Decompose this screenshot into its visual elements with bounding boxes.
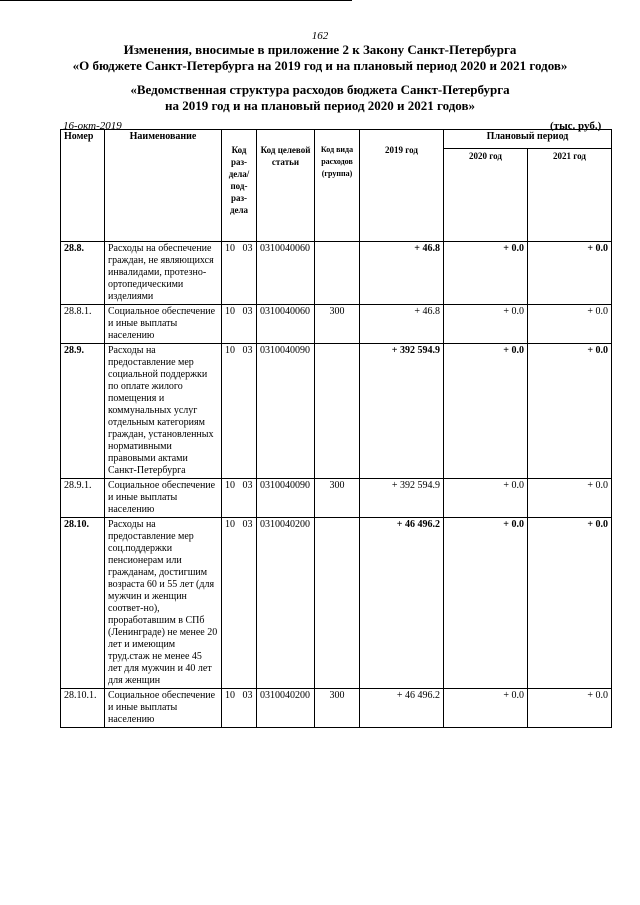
row-expense-type: 300 bbox=[315, 479, 360, 518]
header-section-code: Код раз-дела/ под-раз-дела bbox=[222, 130, 257, 242]
row-amount-2021: + 0.0 bbox=[528, 518, 612, 689]
row-amount-2019: + 392 594.9 bbox=[360, 479, 444, 518]
subsection-code: 03 bbox=[242, 690, 253, 701]
subtitle-line-2: на 2019 год и на плановый период 2020 и 2021 годов» bbox=[164, 98, 475, 113]
subsection-code: 03 bbox=[242, 345, 253, 356]
row-target-code: 0310040090 bbox=[257, 479, 315, 518]
row-name: Расходы на предоставление мер соц.поддержки пенсионерам или гражданам, достигшим возраста 60 и 55 лет (для мужчин и женщин соответ-но), проработавшим в СПб (Ленинграде) не менее 20 лет и имеющим труд.стаж не менее 45 лет для мужчин и 40 лет для женщин bbox=[105, 518, 222, 689]
section-code: 10 bbox=[225, 345, 235, 356]
row-amount-2020: + 0.0 bbox=[444, 479, 528, 518]
header-number: Номер bbox=[61, 130, 105, 242]
subtitle-line-1: «Ведомственная структура расходов бюджета Санкт-Петербурга bbox=[130, 82, 510, 97]
row-expense-type bbox=[315, 242, 360, 305]
subsection-code: 03 bbox=[242, 519, 253, 530]
row-expense-type bbox=[315, 344, 360, 479]
header-expense-type: Код вида расходов (группа) bbox=[315, 130, 360, 242]
section-code: 10 bbox=[225, 519, 235, 530]
row-amount-2020: + 0.0 bbox=[444, 518, 528, 689]
row-section-code bbox=[222, 689, 257, 728]
header-2021: 2021 год bbox=[528, 149, 612, 242]
row-name: Расходы на предоставление мер социальной поддержки по оплате жилого помещения и коммунальных услуг отдельным категориям граждан, установленных нормативными правовыми актами Санкт-Петербурга bbox=[105, 344, 222, 479]
row-amount-2020: + 0.0 bbox=[444, 305, 528, 344]
table-row bbox=[61, 518, 612, 689]
budget-table bbox=[60, 129, 612, 728]
row-amount-2021: + 0.0 bbox=[528, 689, 612, 728]
table-row bbox=[61, 479, 612, 518]
subsection-code: 03 bbox=[242, 243, 253, 254]
document-title bbox=[0, 42, 640, 74]
section-code: 10 bbox=[225, 306, 235, 317]
header-2019: 2019 год bbox=[360, 130, 444, 242]
row-number: 28.9. bbox=[61, 344, 105, 479]
row-amount-2019: + 392 594.9 bbox=[360, 344, 444, 479]
row-target-code: 0310040200 bbox=[257, 689, 315, 728]
row-amount-2021: + 0.0 bbox=[528, 305, 612, 344]
units-label: (тыс. руб.) bbox=[550, 120, 602, 132]
row-number: 28.8. bbox=[61, 242, 105, 305]
row-amount-2019: + 46.8 bbox=[360, 305, 444, 344]
row-amount-2020: + 0.0 bbox=[444, 344, 528, 479]
document-date: 16-окт-2019 bbox=[63, 120, 122, 132]
row-name: Социальное обеспечение и иные выплаты населению bbox=[105, 305, 222, 344]
row-section-code bbox=[222, 242, 257, 305]
section-code: 10 bbox=[225, 243, 235, 254]
section-code: 10 bbox=[225, 480, 235, 491]
row-section-code bbox=[222, 479, 257, 518]
row-expense-type bbox=[315, 518, 360, 689]
header-name: Наименование bbox=[105, 130, 222, 242]
row-section-code bbox=[222, 518, 257, 689]
header-plan-period: Плановый период bbox=[444, 130, 612, 149]
row-target-code: 0310040200 bbox=[257, 518, 315, 689]
row-amount-2021: + 0.0 bbox=[528, 479, 612, 518]
document-subtitle bbox=[0, 82, 640, 114]
row-name: Социальное обеспечение и иные выплаты населению bbox=[105, 689, 222, 728]
table-row bbox=[61, 305, 612, 344]
row-expense-type: 300 bbox=[315, 689, 360, 728]
row-amount-2021: + 0.0 bbox=[528, 344, 612, 479]
row-amount-2020: + 0.0 bbox=[444, 242, 528, 305]
row-section-code bbox=[222, 344, 257, 479]
row-number: 28.8.1. bbox=[61, 305, 105, 344]
row-number: 28.9.1. bbox=[61, 479, 105, 518]
page-number: 162 bbox=[311, 30, 329, 42]
table-row bbox=[61, 344, 612, 479]
row-name: Социальное обеспечение и иные выплаты населению bbox=[105, 479, 222, 518]
table-row bbox=[61, 689, 612, 728]
row-number: 28.10.1. bbox=[61, 689, 105, 728]
row-amount-2019: + 46.8 bbox=[360, 242, 444, 305]
row-amount-2021: + 0.0 bbox=[528, 242, 612, 305]
title-line-2: «О бюджете Санкт-Петербурга на 2019 год и на плановый период 2020 и 2021 годов» bbox=[72, 58, 568, 73]
subsection-code: 03 bbox=[242, 480, 253, 491]
row-amount-2019: + 46 496.2 bbox=[360, 518, 444, 689]
row-expense-type: 300 bbox=[315, 305, 360, 344]
subsection-code: 03 bbox=[242, 306, 253, 317]
row-number: 28.10. bbox=[61, 518, 105, 689]
header-target-code: Код целевой статьи bbox=[257, 130, 315, 242]
table-row bbox=[61, 242, 612, 305]
top-rule bbox=[0, 0, 352, 1]
row-section-code bbox=[222, 305, 257, 344]
row-name: Расходы на обеспечение граждан, не являющихся инвалидами, протезно-ортопедическими изделиями bbox=[105, 242, 222, 305]
row-target-code: 0310040090 bbox=[257, 344, 315, 479]
row-amount-2020: + 0.0 bbox=[444, 689, 528, 728]
row-target-code: 0310040060 bbox=[257, 242, 315, 305]
header-2020: 2020 год bbox=[444, 149, 528, 242]
section-code: 10 bbox=[225, 690, 235, 701]
row-target-code: 0310040060 bbox=[257, 305, 315, 344]
title-line-1: Изменения, вносимые в приложение 2 к Закону Санкт-Петербурга bbox=[123, 42, 517, 57]
row-amount-2019: + 46 496.2 bbox=[360, 689, 444, 728]
